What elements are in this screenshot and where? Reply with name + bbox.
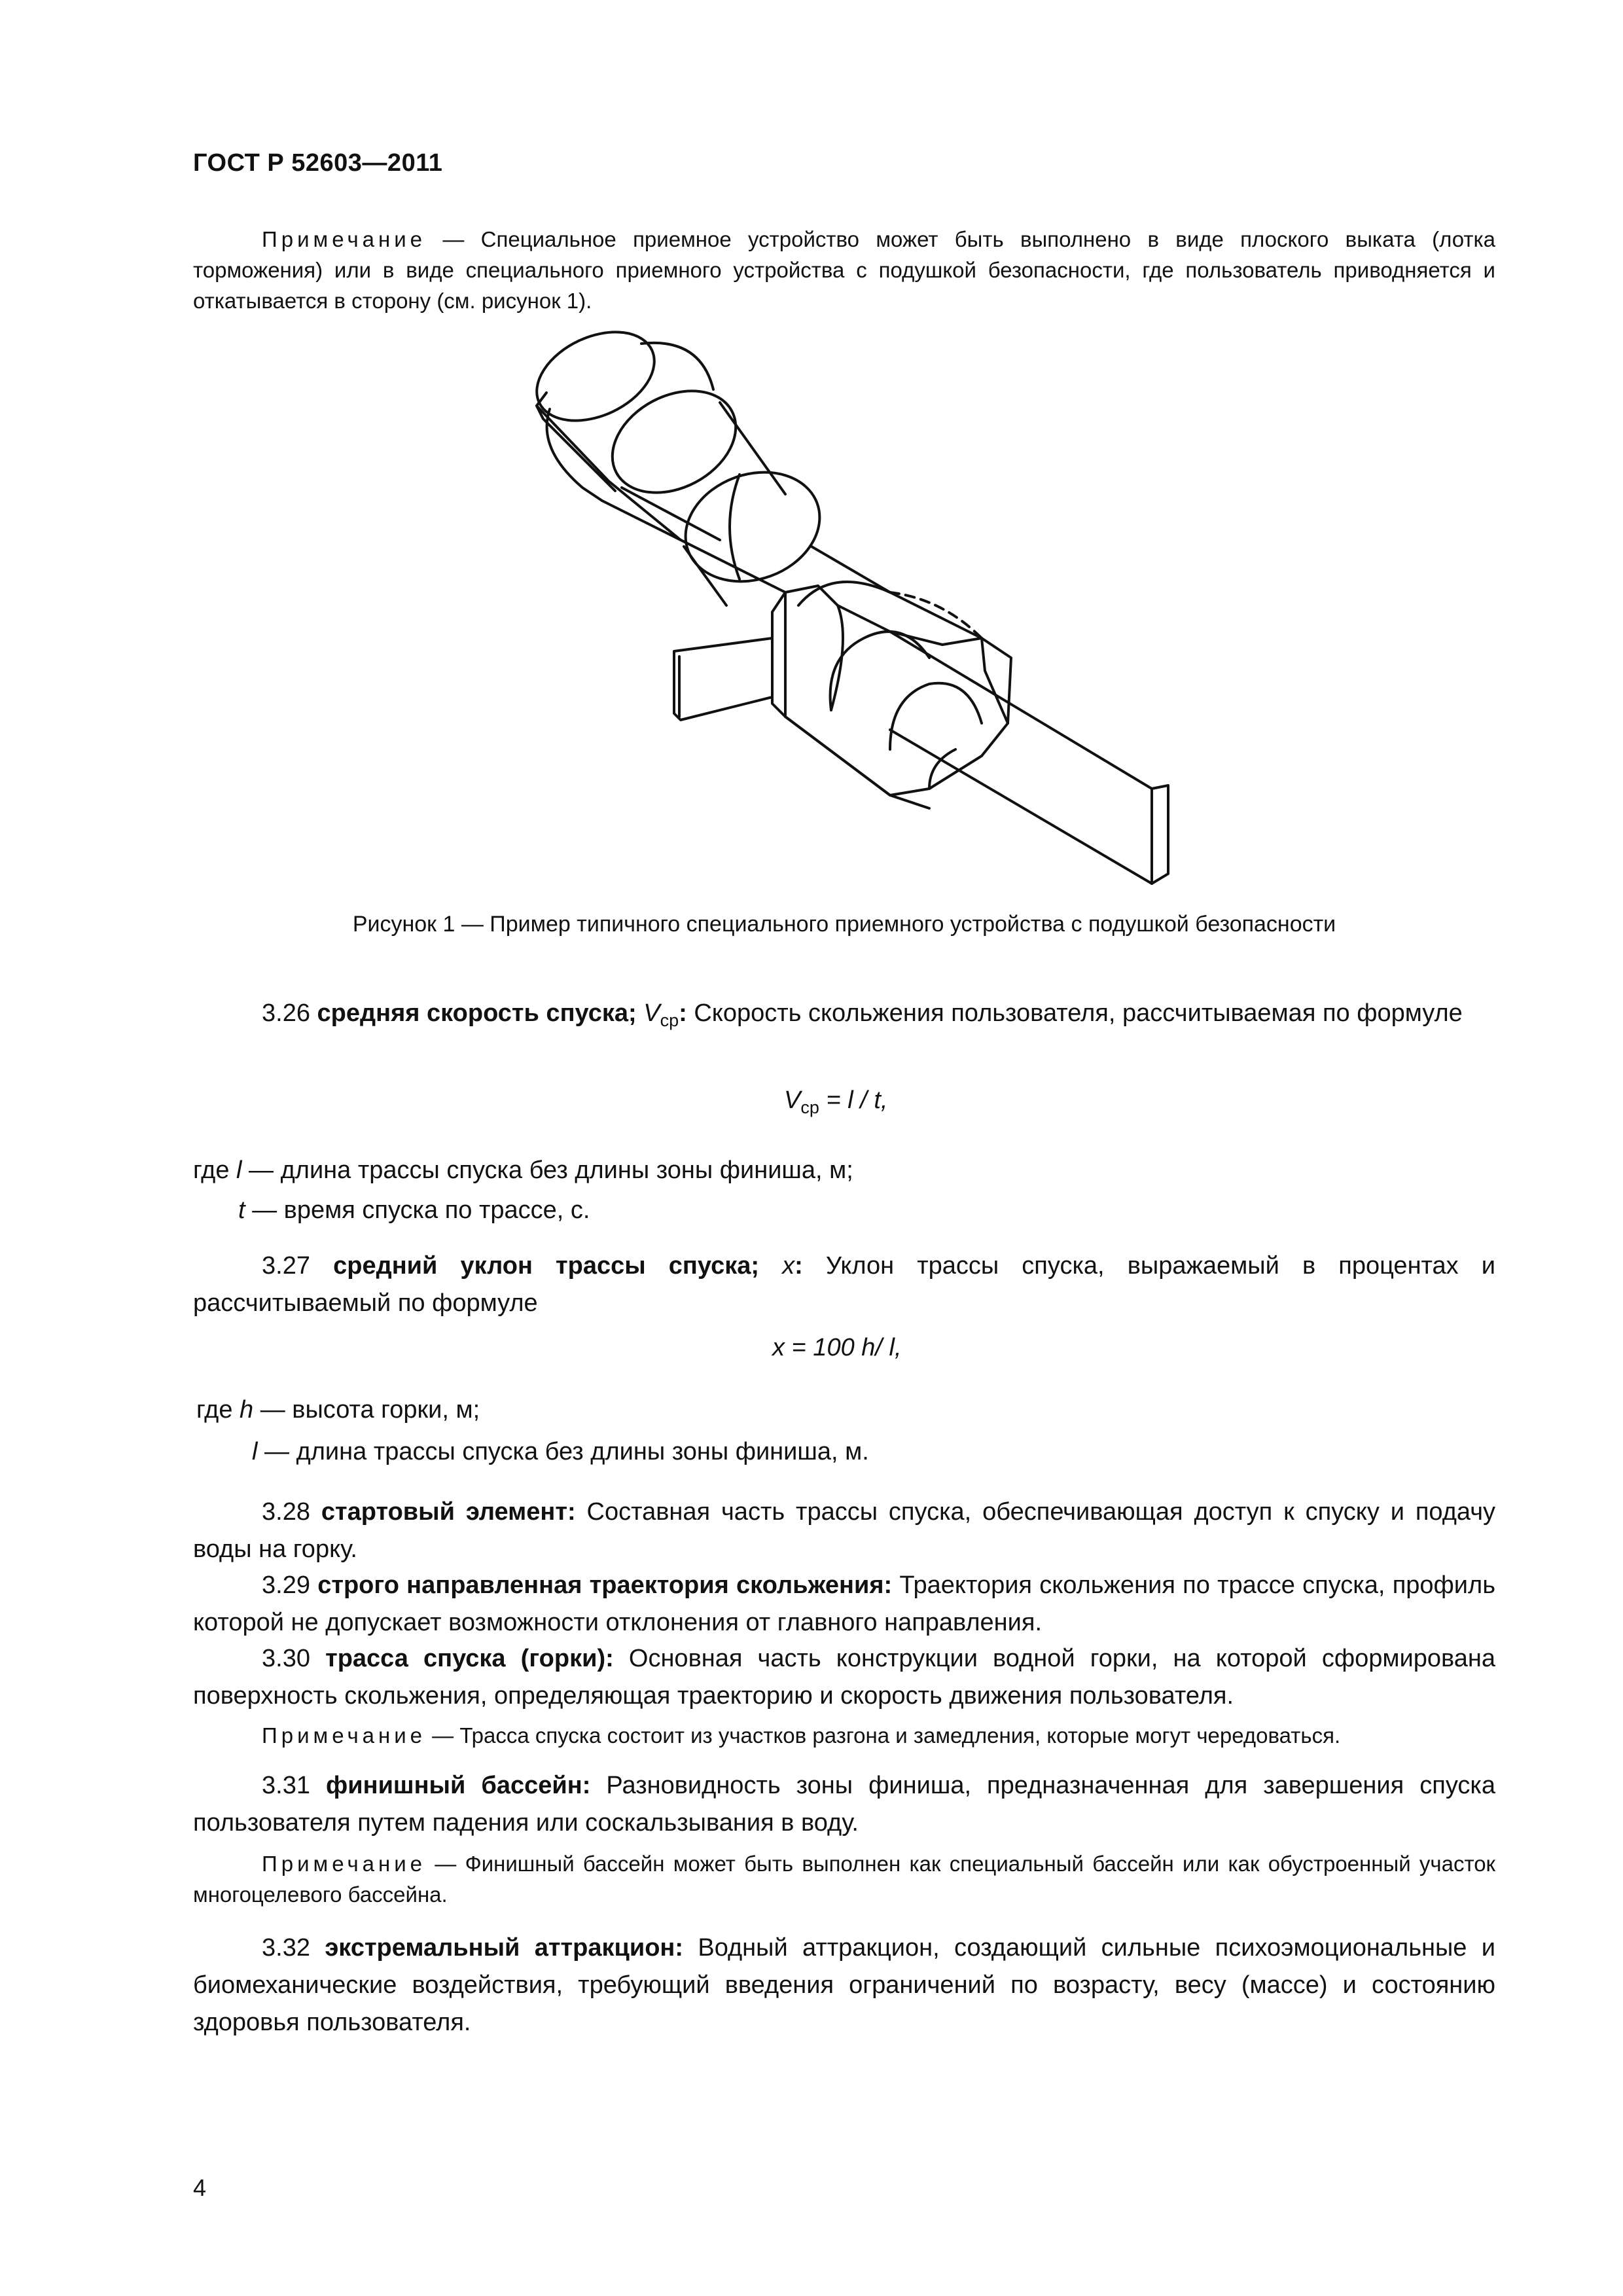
where-text: — длина трассы спуска без длины зоны финиша, м;: [241, 1157, 853, 1184]
where-line-1: [196, 1391, 480, 1429]
section-3-26: [193, 995, 1495, 1032]
section-3-32: [193, 1929, 1495, 2041]
note-text: — Специальное приемное устройство может быть выполнено в виде плоского выката (лотка торможения) или в виде специального приемного устройства с подушкой безопасности, где пользователь приводняется и откатывается в сторону (см. рисунок 1).: [193, 227, 1495, 313]
term: средняя скорость спуска;: [317, 999, 644, 1027]
note-1: [193, 224, 1495, 316]
section-3-29: [193, 1567, 1495, 1641]
term: стартовый элемент:: [321, 1498, 576, 1526]
pedestal: [772, 592, 785, 717]
term-colon: :: [794, 1252, 803, 1280]
section-3-31: [193, 1767, 1495, 1842]
left-wing: [674, 638, 772, 720]
section-number: 3.27: [262, 1252, 310, 1280]
document-header: ГОСТ Р 52603—2011: [193, 149, 443, 177]
section-3-28: [193, 1494, 1495, 1568]
formula-rest: = l / t,: [819, 1086, 888, 1114]
term-colon: :: [679, 999, 687, 1027]
note-label: Примечание: [262, 1852, 427, 1876]
note-3: [193, 1848, 1495, 1910]
section-3-27: [193, 1247, 1495, 1322]
figure-caption: Рисунок 1 — Пример типичного специального приемного устройства с подушкой безопасности: [352, 912, 1336, 937]
where-var: l: [252, 1438, 258, 1465]
symbol: x: [782, 1252, 795, 1280]
tube-ring-2: [595, 370, 753, 513]
formula-3-26: [784, 1086, 887, 1115]
term: финишный бассейн:: [326, 1772, 591, 1799]
term: экстремальный аттракцион:: [325, 1934, 684, 1962]
symbol-subscript: ср: [660, 1011, 679, 1030]
section-number: 3.30: [262, 1645, 310, 1672]
inner-curve-3: [890, 683, 982, 749]
where-var: h: [240, 1396, 254, 1424]
section-number: 3.28: [262, 1498, 310, 1526]
where-text: — время спуска по трассе, с.: [245, 1196, 590, 1224]
where-prefix: где: [193, 1157, 237, 1184]
note-text: — Трасса спуска состоит из участков разгона и замедления, которые могут чередоваться.: [426, 1723, 1341, 1748]
runout-chute: [890, 632, 1168, 884]
definition-text: Уклон трассы спуска, выражаемый в процентах и рассчитываемый по формуле: [193, 1252, 1496, 1317]
definition-text: Составная часть трассы спуска, обеспечивающая доступ к спуску и подачу воды на горку.: [193, 1498, 1495, 1563]
where-var: l: [236, 1157, 242, 1184]
where-text: — высота горки, м;: [253, 1396, 480, 1424]
section-number: 3.32: [262, 1934, 310, 1962]
where-line-2: [238, 1192, 590, 1229]
section-number: 3.26: [262, 999, 310, 1027]
note-text: — Финишный бассейн может быть выполнен как специальный бассейн или как обустроенный участок многоцелевого бассейна.: [193, 1852, 1495, 1907]
where-line-1: [193, 1152, 853, 1189]
formula-symbol: V: [784, 1086, 801, 1114]
definition-text: Водный аттракцион, создающий сильные психоэмоциональные и биомеханические воздействия, требующий введения ограничений по возрасту, весу (массе) и состоянию здоровья пользователя.: [193, 1934, 1495, 2036]
note-label: Примечание: [262, 227, 427, 251]
definition-text: Разновидность зоны финиша, предназначенная для завершения спуска пользователя путем падения или соскальзывания в воду.: [193, 1772, 1495, 1837]
section-number: 3.31: [262, 1772, 310, 1799]
where-line-2: [252, 1433, 869, 1471]
definition-text: Основная часть конструкции водной горки, на которой сформирована поверхность скольжения, определяющая траекторию и скорость движения пользователя.: [193, 1645, 1495, 1710]
term: средний уклон трассы спуска;: [333, 1252, 783, 1280]
definition-text: Скорость скольжения пользователя, рассчитываемая по формуле: [687, 999, 1463, 1027]
section-3-30: [193, 1640, 1495, 1715]
section-number: 3.29: [262, 1571, 310, 1599]
where-var: t: [238, 1196, 245, 1224]
definition-text: Траектория скольжения по трассе спуска, профиль которой не допускает возможности отклонения от главного направления.: [193, 1571, 1495, 1636]
inner-curve-2: [830, 632, 929, 710]
page-number: 4: [193, 2174, 207, 2201]
term: строго направленная траектория скольжения:: [317, 1571, 893, 1599]
where-text: — длина трассы спуска без длины зоны финиша, м.: [257, 1438, 869, 1465]
note-label: Примечание: [262, 1723, 427, 1748]
symbol: V: [643, 999, 660, 1027]
formula-3-27: x = 100 h/ l,: [772, 1334, 902, 1361]
cushion-basin: [785, 586, 1011, 795]
formula-subscript: ср: [800, 1098, 819, 1117]
note-2: [193, 1720, 1495, 1751]
figure-1-slide-drawing: [524, 331, 1178, 893]
where-prefix: где: [196, 1396, 240, 1424]
term: трасса спуска (горки):: [325, 1645, 614, 1672]
